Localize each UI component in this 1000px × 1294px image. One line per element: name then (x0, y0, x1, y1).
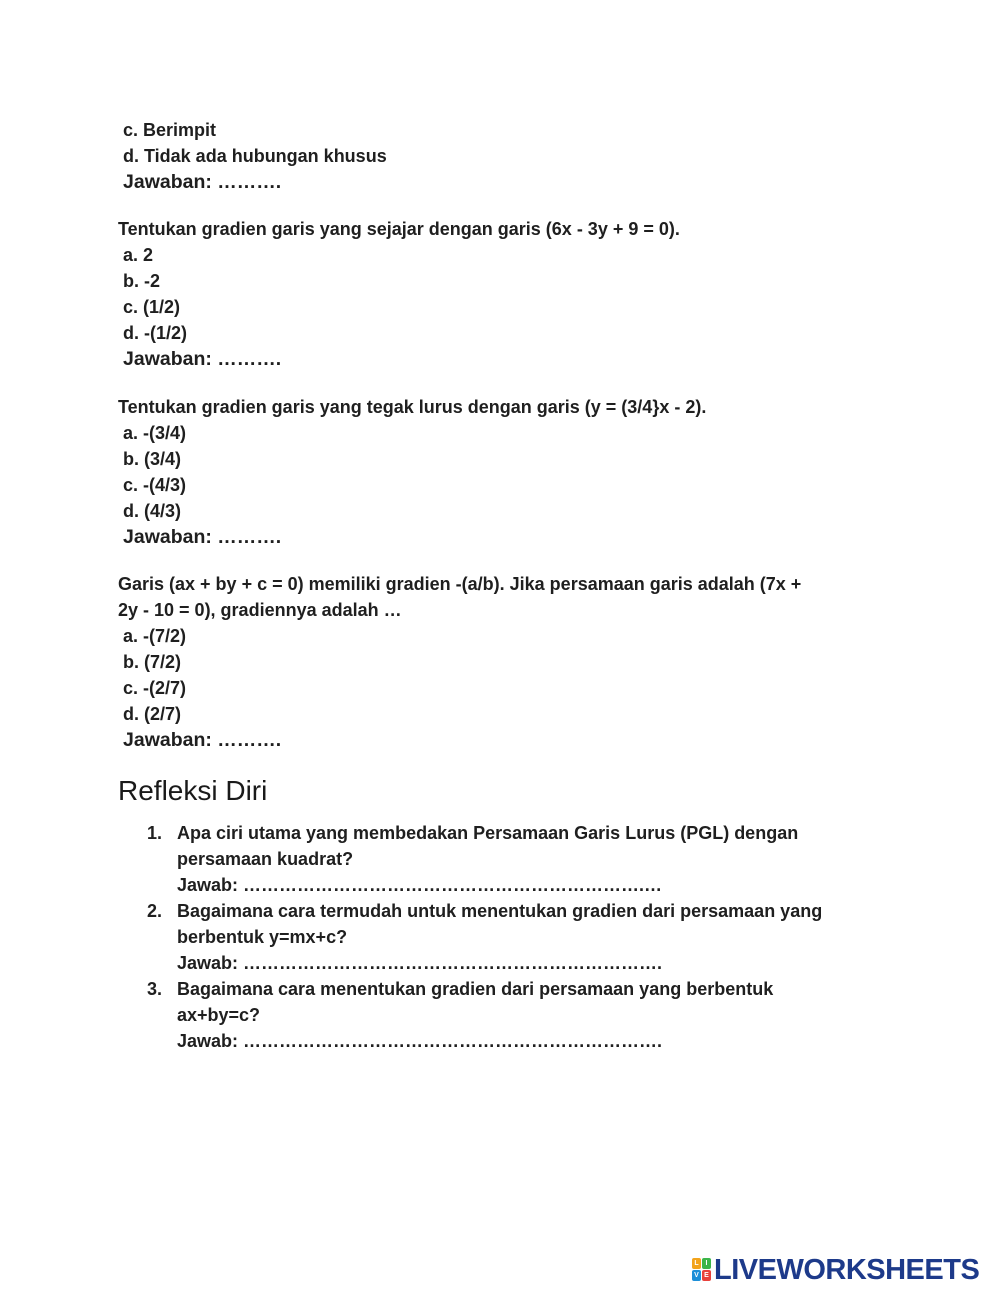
list-number: 2. (147, 901, 163, 921)
answer-blank[interactable]: Jawaban: ………. (123, 729, 282, 751)
reflection-answer-blank[interactable]: Jawab: ……………………………………………………………. (177, 1031, 663, 1051)
option-d: d. Tidak ada hubungan khusus (123, 146, 387, 166)
option-b: b. (7/2) (123, 652, 182, 672)
option-c: c. -(4/3) (123, 475, 187, 495)
option-d: d. (4/3) (123, 501, 182, 521)
reflection-question-line: berbentuk y=mx+c? (177, 927, 348, 947)
option-d: d. (2/7) (123, 704, 182, 724)
answer-blank[interactable]: Jawaban: ………. (123, 526, 282, 548)
option-d: d. -(1/2) (123, 323, 188, 343)
option-a: a. -(3/4) (123, 423, 187, 443)
option-a: a. 2 (123, 245, 154, 265)
reflection-question-line: Apa ciri utama yang membedakan Persamaan Garis Lurus (PGL) dengan (177, 823, 799, 843)
option-c: c. (1/2) (123, 297, 181, 317)
list-number: 1. (147, 823, 163, 843)
question-text: Tentukan gradien garis yang tegak lurus dengan garis (y = (3/4}x - 2). (118, 397, 707, 417)
option-c: c. -(2/7) (123, 678, 187, 698)
reflection-answer-blank[interactable]: Jawab: ………………………………………………………….… (177, 875, 663, 895)
question-text-line-1: Garis (ax + by + c = 0) memiliki gradien -(a/b). Jika persamaan garis adalah (7x + (118, 574, 802, 594)
section-heading: Refleksi Diri (118, 775, 268, 806)
liveworksheets-logo (692, 1254, 979, 1286)
answer-blank[interactable]: Jawaban: ………. (123, 171, 282, 193)
option-c: c. Berimpit (123, 120, 217, 140)
logo-mark-v: V (692, 1270, 701, 1281)
logo-mark-e: E (702, 1270, 711, 1281)
option-b: b. (3/4) (123, 449, 182, 469)
logo-mark-icon (692, 1258, 712, 1282)
logo-mark-i: I (702, 1258, 711, 1269)
reflection-answer-blank[interactable]: Jawab: ……………………………………………………………. (177, 953, 663, 973)
option-a: a. -(7/2) (123, 626, 187, 646)
logo-mark-l: L (692, 1258, 701, 1269)
list-number: 3. (147, 979, 163, 999)
logo-text: LIVEWORKSHEETS (714, 1253, 980, 1286)
question-text: Tentukan gradien garis yang sejajar dengan garis (6x - 3y + 9 = 0). (118, 219, 680, 239)
question-text-line-2: 2y - 10 = 0), gradiennya adalah … (118, 600, 402, 620)
reflection-question-line: ax+by=c? (177, 1005, 261, 1025)
reflection-question-line: Bagaimana cara menentukan gradien dari persamaan yang berbentuk (177, 979, 774, 999)
answer-blank[interactable]: Jawaban: ………. (123, 348, 282, 370)
option-b: b. -2 (123, 271, 161, 291)
reflection-question-line: persamaan kuadrat? (177, 849, 354, 869)
reflection-question-line: Bagaimana cara termudah untuk menentukan gradien dari persamaan yang (177, 901, 823, 921)
